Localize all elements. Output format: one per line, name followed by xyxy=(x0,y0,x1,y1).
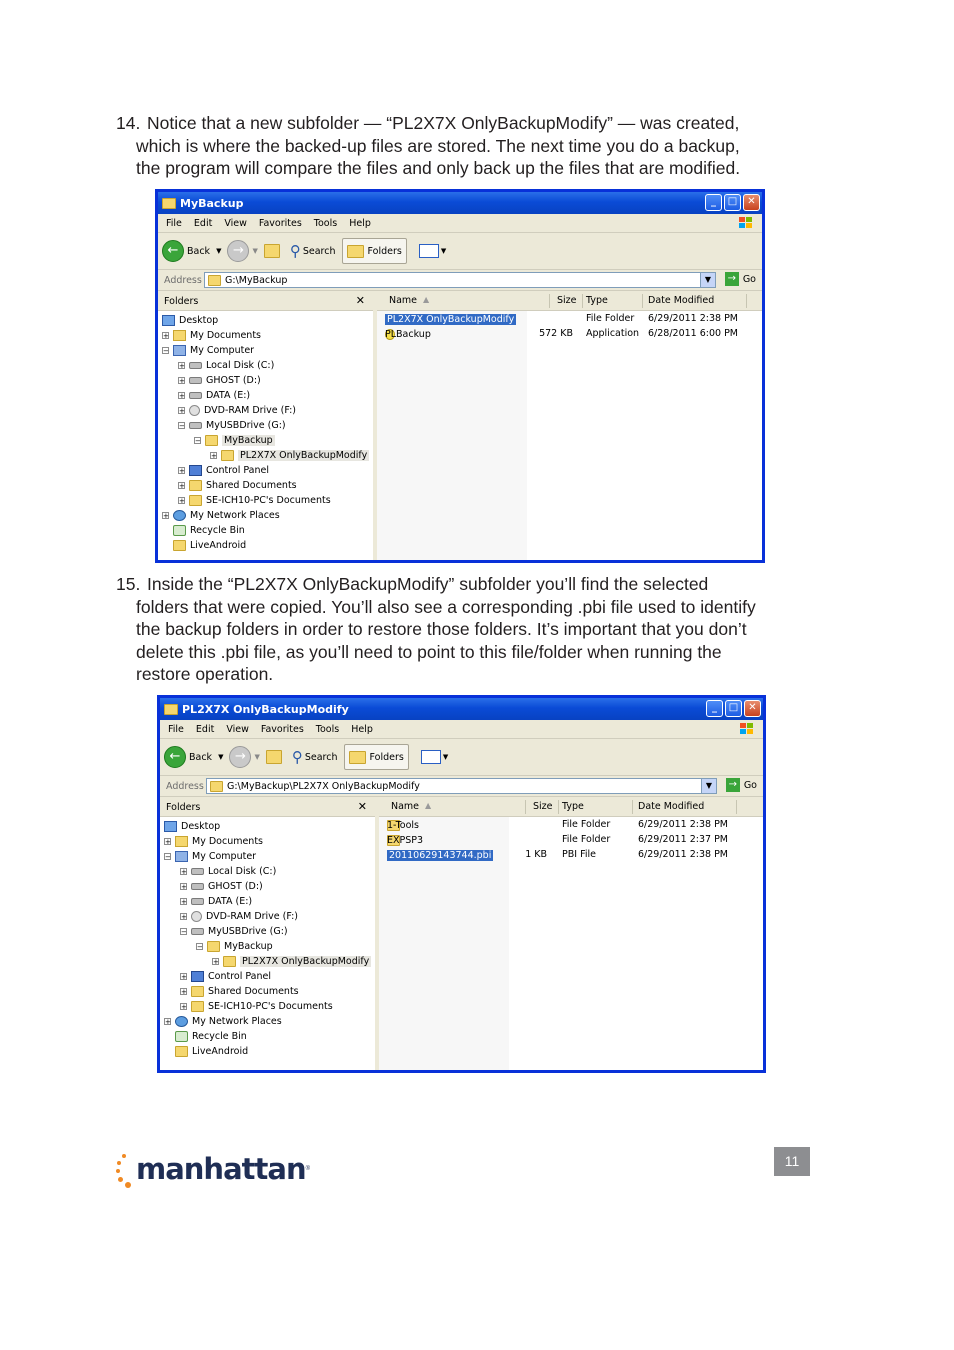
expand-toggle[interactable]: + xyxy=(179,392,185,400)
folder-icon xyxy=(205,435,218,446)
tree-item-label: My Network Places xyxy=(192,1016,282,1027)
control-panel-icon xyxy=(189,465,202,476)
sort-ascending-icon: ▲ xyxy=(425,801,432,810)
menu-item-help[interactable]: Help xyxy=(351,723,373,735)
folder-icon xyxy=(175,1046,188,1057)
expand-toggle[interactable]: + xyxy=(163,512,169,520)
tree-item[interactable] xyxy=(160,819,375,834)
menu-item-favorites[interactable]: Favorites xyxy=(258,217,302,229)
tree-item-label: LiveAndroid xyxy=(192,1046,249,1057)
paragraph-line: which is where the backed-up files are stored. The next time you do a backup, xyxy=(136,135,740,156)
search-button[interactable]: ⚲ Search xyxy=(291,748,338,766)
paragraph-line: restore operation. xyxy=(136,664,274,684)
expand-toggle[interactable]: + xyxy=(181,973,187,981)
column-header-date[interactable]: Date Modified xyxy=(638,801,705,812)
address-bar xyxy=(160,776,763,797)
tree-item-label: Local Disk (C:) xyxy=(206,360,275,371)
expand-toggle[interactable]: − xyxy=(165,853,171,861)
tree-item[interactable] xyxy=(158,463,373,478)
dropdown-arrow-icon: ▼ xyxy=(218,753,224,761)
tree-item-label: DATA (E:) xyxy=(208,896,253,907)
tree-item-label: Desktop xyxy=(179,315,219,326)
menu-item-edit[interactable]: Edit xyxy=(195,723,215,735)
expand-toggle[interactable]: + xyxy=(181,913,187,921)
file-row[interactable] xyxy=(377,312,762,326)
search-icon: ⚲ xyxy=(289,242,301,260)
tree-item[interactable] xyxy=(160,849,375,864)
up-folder-button[interactable] xyxy=(264,244,284,258)
file-type: PBI File xyxy=(562,849,596,860)
back-arrow-icon: ← xyxy=(164,746,186,768)
tree-item[interactable] xyxy=(158,328,373,343)
expand-toggle[interactable]: + xyxy=(179,407,185,415)
paragraph-line: the program will compare the files and only back up the files that are modified. xyxy=(136,158,741,178)
hard-disk-icon xyxy=(189,362,202,369)
windows-logo-icon xyxy=(739,722,755,736)
expand-toggle[interactable]: + xyxy=(181,868,187,876)
expand-toggle[interactable]: − xyxy=(181,928,187,936)
folder-icon xyxy=(173,540,186,551)
menu-bar xyxy=(160,720,763,739)
network-places-icon xyxy=(173,510,186,521)
tree-item[interactable] xyxy=(158,478,373,493)
tree-item-label: My Documents xyxy=(192,836,264,847)
expand-toggle[interactable]: + xyxy=(179,497,185,505)
list-header xyxy=(377,292,762,311)
desktop-icon xyxy=(164,821,177,832)
file-row[interactable] xyxy=(377,327,762,341)
step-number: 15. xyxy=(116,574,141,594)
expand-toggle[interactable]: + xyxy=(165,1018,171,1026)
column-header-size[interactable]: Size xyxy=(557,295,577,306)
step-14-paragraph xyxy=(116,112,816,180)
tree-item[interactable] xyxy=(160,1044,375,1059)
expand-toggle[interactable]: + xyxy=(211,452,217,460)
file-name: EXPSP3 xyxy=(387,835,424,846)
file-name: PL2X7X OnlyBackupModify xyxy=(387,314,515,325)
dropdown-arrow-icon: ▼ xyxy=(216,247,222,255)
column-header-name[interactable]: Name xyxy=(391,801,420,812)
folders-tree-pane xyxy=(160,798,379,1070)
menu-item-edit[interactable]: Edit xyxy=(193,217,213,229)
column-header-name[interactable]: Name xyxy=(389,295,418,306)
tree-item-label: Recycle Bin xyxy=(190,525,245,536)
tree-item-label: SE-ICH10-PC's Documents xyxy=(208,1001,333,1012)
maximize-button[interactable]: □ xyxy=(724,194,741,211)
file-date-modified: 6/29/2011 2:37 PM xyxy=(638,834,729,845)
explorer-panes xyxy=(158,292,762,560)
close-button[interactable]: ✕ xyxy=(743,194,760,211)
file-list-pane xyxy=(379,798,763,1070)
windows-logo-icon xyxy=(738,216,754,230)
tree-item-label: Shared Documents xyxy=(206,480,297,491)
expand-toggle[interactable]: − xyxy=(197,943,203,951)
tree-item-label: MyBackup xyxy=(224,435,273,446)
column-header-type[interactable]: Type xyxy=(586,295,608,306)
menu-bar xyxy=(158,214,762,233)
tree-item-label: PL2X7X OnlyBackupModify xyxy=(242,956,370,967)
tree-item[interactable] xyxy=(158,448,373,463)
file-name: 20110629143744.pbi xyxy=(389,850,492,861)
menu-item-tools[interactable]: Tools xyxy=(313,217,338,229)
up-folder-icon xyxy=(264,244,280,258)
tree-item[interactable] xyxy=(158,403,373,418)
file-row[interactable] xyxy=(379,848,763,862)
dvd-drive-icon xyxy=(189,405,200,416)
window-title: PL2X7X OnlyBackupModify xyxy=(182,702,349,716)
forward-button[interactable] xyxy=(227,240,257,262)
up-folder-button[interactable] xyxy=(266,750,286,764)
address-input[interactable]: G:\MyBackup ▼ xyxy=(204,272,716,288)
paragraph-line: Notice that a new subfolder — “PL2X7X OnlyBackupModify” — was created, xyxy=(147,113,740,133)
tree-item[interactable] xyxy=(160,954,375,969)
close-pane-icon[interactable]: ✕ xyxy=(355,294,365,307)
control-panel-icon xyxy=(191,971,204,982)
tree-item-label: GHOST (D:) xyxy=(208,881,263,892)
hard-disk-icon xyxy=(189,392,202,399)
tree-item-label: My Documents xyxy=(190,330,262,341)
address-bar xyxy=(158,270,762,291)
tree-item-label: DVD-RAM Drive (F:) xyxy=(206,911,299,922)
tree-item-label: My Computer xyxy=(190,345,255,356)
tree-item-label: SE-ICH10-PC's Documents xyxy=(206,495,331,506)
file-type: File Folder xyxy=(562,834,611,845)
tree-item-label: Shared Documents xyxy=(208,986,299,997)
tree-item-label: MyUSBDrive (G:) xyxy=(206,420,286,431)
tree-item[interactable] xyxy=(158,433,373,448)
expand-toggle[interactable]: − xyxy=(163,347,169,355)
toolbar xyxy=(158,233,762,270)
folder-icon xyxy=(208,275,221,286)
file-type: Application xyxy=(586,328,640,339)
tree-item[interactable] xyxy=(158,358,373,373)
folders-button[interactable]: Folders xyxy=(344,744,409,770)
expand-toggle[interactable]: + xyxy=(163,332,169,340)
folders-tree-pane xyxy=(158,292,377,560)
file-date-modified: 6/29/2011 2:38 PM xyxy=(638,849,729,860)
tree-item[interactable] xyxy=(160,879,375,894)
tree-item[interactable] xyxy=(160,864,375,879)
dropdown-arrow-icon: ▼ xyxy=(254,753,260,761)
go-button[interactable]: → Go xyxy=(725,272,756,286)
file-date-modified: 6/29/2011 2:38 PM xyxy=(638,819,729,830)
expand-toggle[interactable]: + xyxy=(179,482,185,490)
forward-arrow-icon: → xyxy=(229,746,251,768)
tree-item-label: Local Disk (C:) xyxy=(208,866,277,877)
back-button[interactable]: ← Back ▼ xyxy=(164,746,223,768)
tree-item-label: My Computer xyxy=(192,851,257,862)
tree-item-label: Desktop xyxy=(181,821,221,832)
desktop-icon xyxy=(162,315,175,326)
expand-toggle[interactable]: + xyxy=(179,467,185,475)
my-computer-icon xyxy=(173,345,186,356)
folder-icon xyxy=(191,1001,204,1012)
expand-toggle[interactable]: + xyxy=(179,377,185,385)
column-header-size[interactable]: Size xyxy=(533,801,553,812)
tree-item-label: Control Panel xyxy=(206,465,269,476)
expand-toggle[interactable]: + xyxy=(181,898,187,906)
folder-icon xyxy=(223,956,236,967)
search-button[interactable]: ⚲ Search xyxy=(289,242,336,260)
file-row[interactable] xyxy=(379,833,763,847)
close-pane-icon[interactable]: ✕ xyxy=(357,800,367,813)
dropdown-arrow-icon: ▼ xyxy=(442,753,449,761)
file-type: File Folder xyxy=(586,313,635,324)
my-computer-icon xyxy=(175,851,188,862)
explorer-window-pl2x7x[interactable] xyxy=(157,695,766,1073)
menu-item-view[interactable]: View xyxy=(226,723,249,735)
file-list-pane xyxy=(377,292,762,560)
tree-item[interactable] xyxy=(160,834,375,849)
dvd-drive-icon xyxy=(191,911,202,922)
list-header xyxy=(379,798,763,817)
usb-drive-icon xyxy=(191,928,204,935)
sort-ascending-icon: ▲ xyxy=(423,295,430,304)
file-date-modified: 6/29/2011 2:38 PM xyxy=(648,313,739,324)
views-icon xyxy=(419,244,439,258)
manhattan-logo xyxy=(116,1148,310,1190)
dropdown-arrow-icon: ▼ xyxy=(440,247,447,255)
explorer-panes xyxy=(160,798,763,1070)
tree-item[interactable] xyxy=(160,999,375,1014)
forward-button[interactable] xyxy=(229,746,259,768)
explorer-window-mybackup[interactable] xyxy=(155,189,765,563)
menu-item-view[interactable]: View xyxy=(224,217,247,229)
window-titlebar[interactable] xyxy=(160,698,763,720)
expand-toggle[interactable]: + xyxy=(181,988,187,996)
go-button[interactable]: → Go xyxy=(726,778,757,792)
back-button[interactable]: ← Back ▼ xyxy=(162,240,221,262)
step-number: 14. xyxy=(116,113,141,133)
step-15-paragraph xyxy=(116,573,816,686)
tree-item[interactable] xyxy=(158,313,373,328)
tree-item-label: My Network Places xyxy=(190,510,280,521)
tree-item-label: DATA (E:) xyxy=(206,390,251,401)
folder-icon xyxy=(162,198,176,209)
expand-toggle[interactable]: + xyxy=(179,362,185,370)
tree-item[interactable] xyxy=(158,523,373,538)
minimize-button[interactable]: _ xyxy=(706,700,723,717)
maximize-button[interactable]: □ xyxy=(725,700,742,717)
paragraph-line: delete this .pbi file, as you’ll need to point to this file/folder when running the xyxy=(136,641,722,662)
tree-item[interactable] xyxy=(158,508,373,523)
file-size: 572 KB xyxy=(539,328,573,339)
up-folder-icon xyxy=(266,750,282,764)
hard-disk-icon xyxy=(191,868,204,875)
paragraph-line: folders that were copied. You’ll also see a corresponding .pbi file used to identify xyxy=(136,596,756,617)
tree-item[interactable] xyxy=(160,924,375,939)
expand-toggle[interactable]: − xyxy=(179,422,185,430)
forward-arrow-icon: → xyxy=(227,240,249,262)
folder-icon xyxy=(189,495,202,506)
file-row[interactable] xyxy=(379,818,763,832)
address-dropdown-button[interactable]: ▼ xyxy=(701,779,716,793)
tree-item[interactable] xyxy=(158,493,373,508)
folders-icon xyxy=(347,245,364,258)
recycle-bin-icon xyxy=(173,525,186,536)
tree-item[interactable] xyxy=(158,373,373,388)
menu-item-favorites[interactable]: Favorites xyxy=(260,723,304,735)
address-input[interactable]: G:\MyBackup\PL2X7X OnlyBackupModify ▼ xyxy=(206,778,717,794)
tree-item[interactable] xyxy=(160,909,375,924)
brand-name: manhattan xyxy=(136,1152,306,1186)
tree-item-label: PL2X7X OnlyBackupModify xyxy=(240,450,368,461)
trademark: ® xyxy=(305,1166,311,1172)
tree-item[interactable] xyxy=(158,343,373,358)
menu-item-help[interactable]: Help xyxy=(349,217,371,229)
column-header-date[interactable]: Date Modified xyxy=(648,295,715,306)
page-number: 11 xyxy=(774,1147,810,1176)
expand-toggle[interactable]: − xyxy=(195,437,201,445)
dropdown-arrow-icon: ▼ xyxy=(252,247,258,255)
back-arrow-icon: ← xyxy=(162,240,184,262)
tree-item-label: MyUSBDrive (G:) xyxy=(208,926,288,937)
address-label: Address xyxy=(166,780,204,792)
hard-disk-icon xyxy=(191,898,204,905)
tree-item[interactable] xyxy=(158,418,373,433)
menu-item-file[interactable]: File xyxy=(168,723,184,735)
toolbar xyxy=(160,739,763,776)
folders-icon xyxy=(349,751,366,764)
tree-item[interactable] xyxy=(158,538,373,553)
go-arrow-icon: → xyxy=(725,272,739,286)
folder-icon xyxy=(221,450,234,461)
window-title: MyBackup xyxy=(180,196,244,210)
address-label: Address xyxy=(164,274,202,286)
logo-dots-icon xyxy=(116,1148,134,1190)
folder-icon xyxy=(164,704,178,715)
paragraph-line: the backup folders in order to restore those folders. It’s important that you don’t xyxy=(136,619,747,639)
hard-disk-icon xyxy=(189,377,202,384)
tree-item[interactable] xyxy=(160,984,375,999)
file-name: PLBackup xyxy=(385,329,431,340)
window-titlebar[interactable] xyxy=(158,192,762,214)
folder-icon xyxy=(189,480,202,491)
tree-item[interactable] xyxy=(160,1014,375,1029)
column-header-type[interactable]: Type xyxy=(562,801,584,812)
tree-item-label: Recycle Bin xyxy=(192,1031,247,1042)
tree-item-label: LiveAndroid xyxy=(190,540,247,551)
menu-item-file[interactable]: File xyxy=(166,217,182,229)
tree-item-label: Control Panel xyxy=(208,971,271,982)
views-button[interactable] xyxy=(413,244,446,258)
tree-item-label: GHOST (D:) xyxy=(206,375,261,386)
folders-pane-header: Folders ✕ xyxy=(158,292,373,311)
close-button[interactable]: ✕ xyxy=(744,700,761,717)
recycle-bin-icon xyxy=(175,1031,188,1042)
folders-button[interactable]: Folders xyxy=(342,238,407,264)
my-documents-icon xyxy=(175,836,188,847)
expand-toggle[interactable]: + xyxy=(181,1003,187,1011)
search-icon: ⚲ xyxy=(291,748,303,766)
file-date-modified: 6/28/2011 6:00 PM xyxy=(648,328,739,339)
usb-drive-icon xyxy=(189,422,202,429)
expand-toggle[interactable]: + xyxy=(181,883,187,891)
my-documents-icon xyxy=(173,330,186,341)
menu-item-tools[interactable]: Tools xyxy=(315,723,340,735)
minimize-button[interactable]: _ xyxy=(705,194,722,211)
go-arrow-icon: → xyxy=(726,778,740,792)
tree-item[interactable] xyxy=(158,388,373,403)
tree-item-label: MyBackup xyxy=(224,941,273,952)
tree-item[interactable] xyxy=(160,939,375,954)
file-name: 1-Tools xyxy=(387,820,420,831)
paragraph-line: Inside the “PL2X7X OnlyBackupModify” subfolder you’ll find the selected xyxy=(147,574,709,594)
tree-item[interactable] xyxy=(160,894,375,909)
folder-icon xyxy=(191,986,204,997)
file-size: 1 KB xyxy=(525,849,547,860)
folder-icon xyxy=(210,781,223,792)
tree-item-label: DVD-RAM Drive (F:) xyxy=(204,405,297,416)
tree-item[interactable] xyxy=(160,1029,375,1044)
file-type: File Folder xyxy=(562,819,611,830)
network-places-icon xyxy=(175,1016,188,1027)
folders-pane-header: Folders ✕ xyxy=(160,798,375,817)
views-icon xyxy=(421,750,441,764)
hard-disk-icon xyxy=(191,883,204,890)
folder-icon xyxy=(207,941,220,952)
views-button[interactable] xyxy=(415,750,448,764)
expand-toggle[interactable]: + xyxy=(213,958,219,966)
tree-item[interactable] xyxy=(160,969,375,984)
expand-toggle[interactable]: + xyxy=(165,838,171,846)
address-dropdown-button[interactable]: ▼ xyxy=(700,273,715,287)
